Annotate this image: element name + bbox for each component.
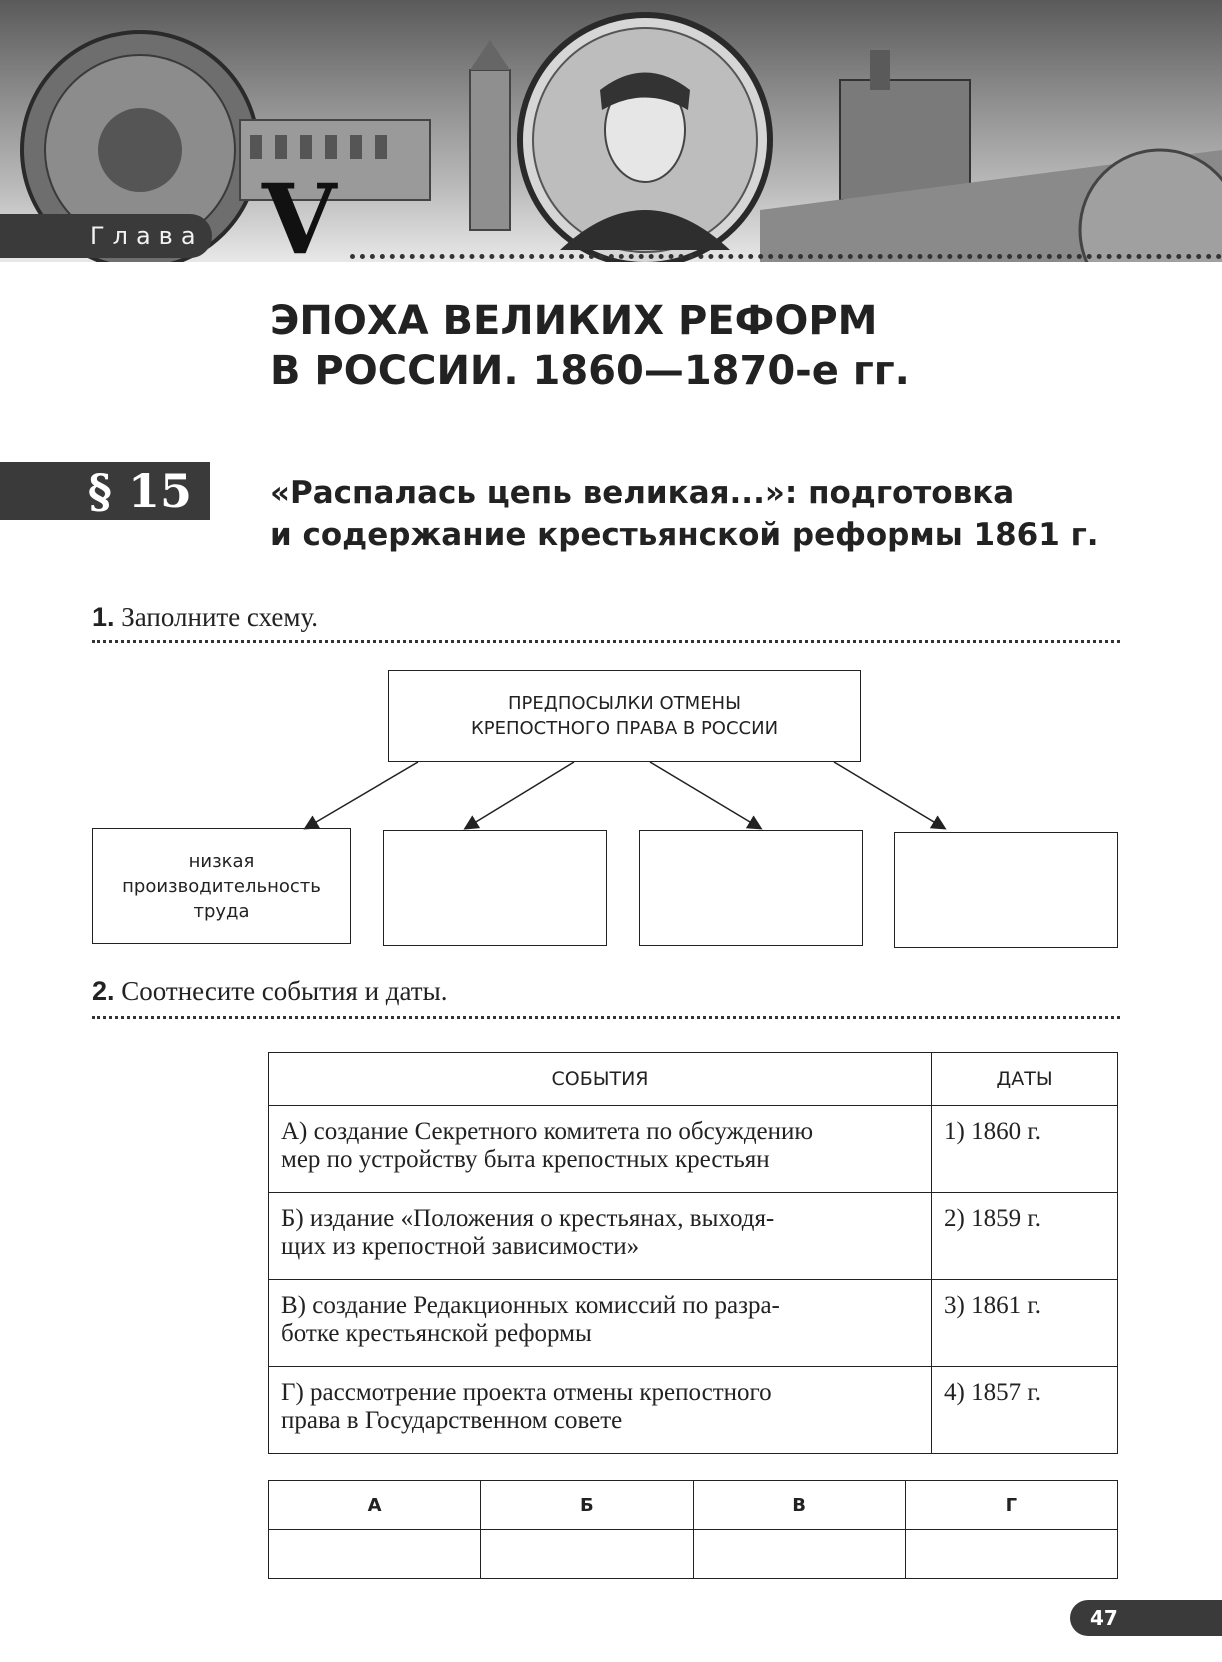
- chapter-title-line1: ЭПОХА ВЕЛИКИХ РЕФОРМ: [270, 298, 878, 344]
- schema-box-1-line2: производительность: [122, 875, 321, 897]
- event-cell: [269, 1280, 932, 1367]
- schema-box-1-line3: труда: [193, 900, 250, 922]
- event-line1: В) создание Редакционных комиссий по разра-: [281, 1292, 780, 1319]
- page-number: 47: [1070, 1600, 1222, 1636]
- answer-cell-g[interactable]: [905, 1530, 1117, 1579]
- event-line2: ботке крестьянской реформы: [281, 1320, 592, 1347]
- task1-number: 1.: [92, 602, 115, 632]
- arrow-4: [834, 762, 944, 828]
- arrow-1: [306, 762, 418, 828]
- event-line2: мер по устройству быта крепостных крестьян: [281, 1146, 770, 1173]
- answer-input-row: [269, 1530, 1118, 1579]
- chapter-banner: [0, 0, 1222, 262]
- date-cell: 2) 1859 г.: [932, 1193, 1118, 1280]
- event-line1: Г) рассмотрение проекта отмены крепостного: [281, 1379, 772, 1406]
- events-header-row: [269, 1053, 1118, 1106]
- task2-divider: [92, 1016, 1120, 1019]
- schema-top-box: [388, 670, 861, 762]
- arrow-2: [466, 762, 574, 828]
- fortress: [840, 80, 970, 200]
- chapter-number: V: [262, 163, 337, 262]
- table-row: [269, 1280, 1118, 1367]
- arrow-3: [650, 762, 760, 828]
- answer-cell-a[interactable]: [269, 1530, 481, 1579]
- banner-divider: [350, 254, 1222, 259]
- answer-header-b: Б: [481, 1481, 693, 1530]
- task2-text: Соотнесите события и даты.: [121, 976, 448, 1006]
- table-row: [269, 1367, 1118, 1454]
- task1-text: Заполните схему.: [121, 602, 319, 632]
- task2-number: 2.: [92, 976, 115, 1006]
- schema-top-line2: КРЕПОСТНОГО ПРАВА В РОССИИ: [470, 718, 779, 739]
- task1-divider: [92, 640, 1120, 643]
- event-line2: щих из крепостной зависимости»: [281, 1233, 640, 1260]
- date-cell: 3) 1861 г.: [932, 1280, 1118, 1367]
- task1-heading: [92, 602, 1122, 633]
- table-row: [269, 1106, 1118, 1193]
- date-cell: 4) 1857 г.: [932, 1367, 1118, 1454]
- answer-cell-v[interactable]: [693, 1530, 905, 1579]
- event-cell: [269, 1367, 932, 1454]
- table-row: [269, 1193, 1118, 1280]
- task2-heading: [92, 976, 1122, 1007]
- answer-header-row: [269, 1481, 1118, 1530]
- col-dates: ДАТЫ: [932, 1053, 1118, 1106]
- section-title-line2: и содержание крестьянской реформы 1861 г.: [270, 517, 1099, 553]
- events-table: [268, 1052, 1118, 1454]
- church-tower: [470, 70, 510, 230]
- section-number: § 15: [0, 462, 210, 520]
- date-cell: 1) 1860 г.: [932, 1106, 1118, 1193]
- section-title: [270, 472, 1170, 556]
- event-line2: права в Государственном совете: [281, 1407, 623, 1434]
- answer-header-a: А: [269, 1481, 481, 1530]
- section-title-line1: «Распалась цепь великая...»: подготовка: [270, 475, 1015, 511]
- event-cell: [269, 1106, 932, 1193]
- answer-cell-b[interactable]: [481, 1530, 693, 1579]
- schema-box-1-line1: низкая: [188, 850, 255, 872]
- schema-box-3: [639, 830, 863, 946]
- schema-box-1: [92, 828, 351, 944]
- answer-table: [268, 1480, 1118, 1579]
- schema-top-line1: ПРЕДПОСЫЛКИ ОТМЕНЫ: [508, 693, 741, 714]
- chapter-label: Глава: [0, 214, 212, 258]
- event-cell: [269, 1193, 932, 1280]
- answer-header-v: В: [693, 1481, 905, 1530]
- event-line1: А) создание Секретного комитета по обсуждению: [281, 1118, 814, 1145]
- chapter-title: [270, 296, 1090, 396]
- schema-box-2: [383, 830, 607, 946]
- col-events: СОБЫТИЯ: [269, 1053, 932, 1106]
- answer-header-g: Г: [905, 1481, 1117, 1530]
- chapter-title-line2: В РОССИИ. 1860—1870-е гг.: [270, 348, 910, 394]
- schema-box-4: [894, 832, 1118, 948]
- event-line1: Б) издание «Положения о крестьянах, выходя-: [281, 1205, 775, 1232]
